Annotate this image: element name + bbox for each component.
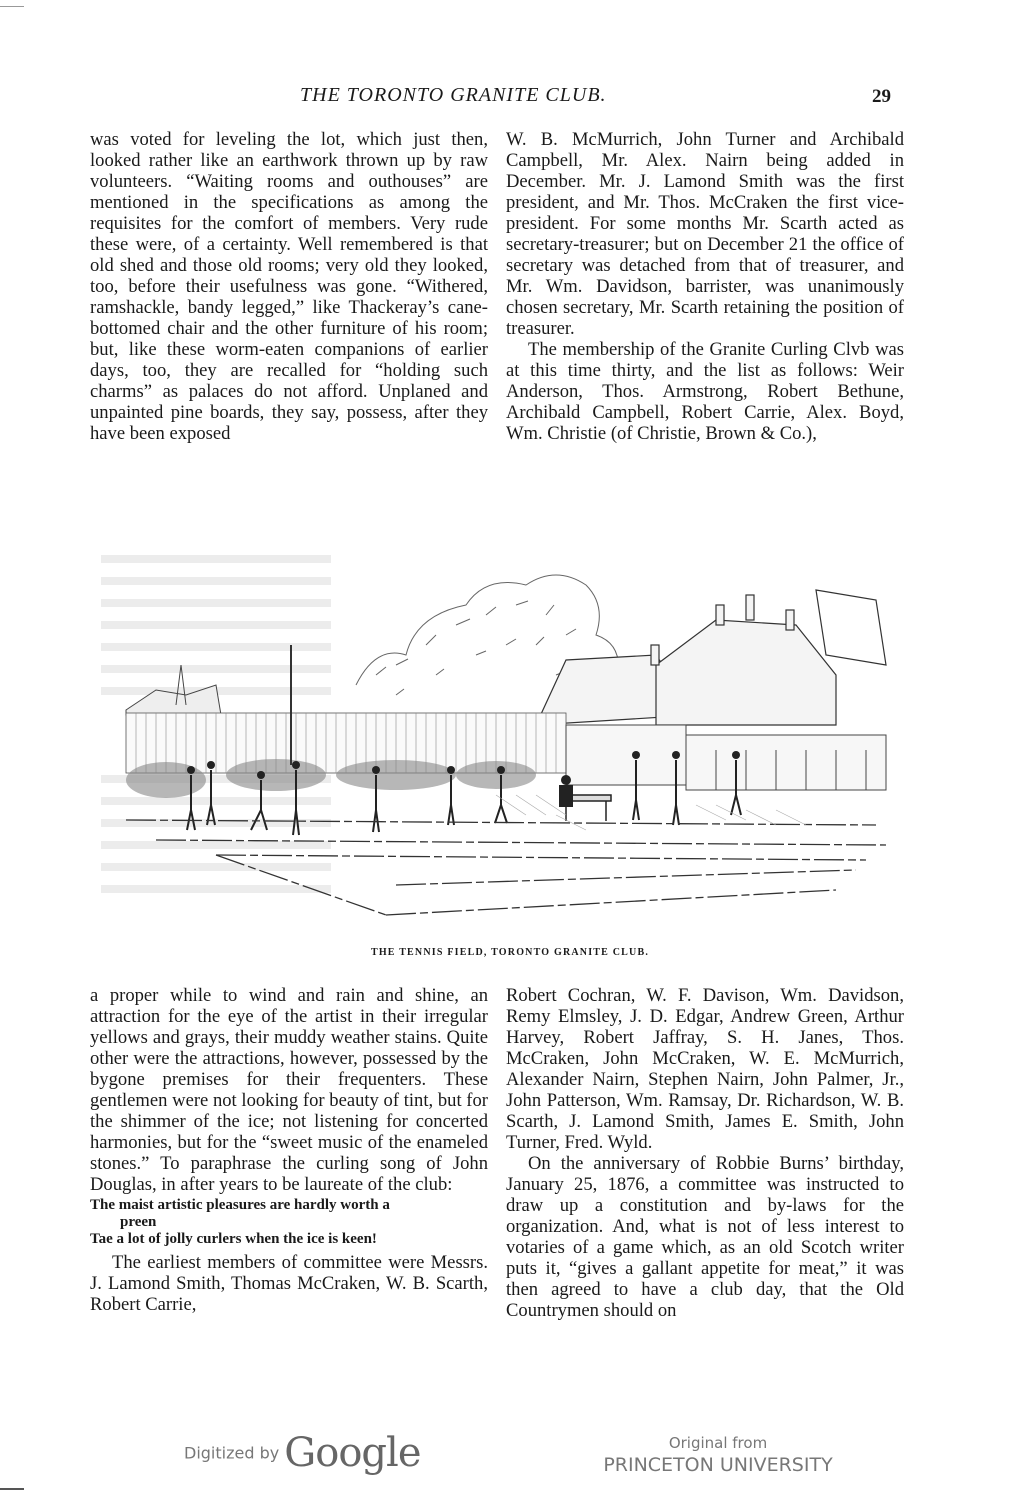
scan-edge-mark xyxy=(0,1488,24,1490)
university-label: PRINCETON UNIVERSITY xyxy=(603,1454,833,1476)
paragraph: On the anniversary of Robbie Burns’ birthday, January 25, 1876, a committee was instructed to draw up a constitution and by-laws for the organization. And, what is not of less interest to votaries of a game which, as an old Scotch writer puts it, “gives a gallant appetite for meat,” it was then agreed to have a club day, that the Old Countrymen should on xyxy=(506,1153,904,1321)
verse-quote xyxy=(90,1197,488,1248)
column-right-bottom xyxy=(506,985,904,1321)
paragraph: a proper while to wind and rain and shine, an attraction for the eye of the artist in their irregular yellows and grays, their muddy weather stains. Quite other were the attractions, however, possessed by the bygone premises for their frequenters. These gentlemen were not looking for beauty of tint, but for the shimmer of the ice; not listening for concerted harmonies, but for the “sweet music of the enameled stones.” To paraphrase the curling song of John Douglas, in after years to be laureate of the club: xyxy=(90,985,488,1195)
tennis-field-illustration xyxy=(96,525,921,925)
paragraph: was voted for leveling the lot, which just then, looked rather like an earthwork thrown up by raw volunteers. “Waiting rooms and outhouses” are mentioned in the specifications as among the requisites for the comfort of members. Very rude these were, of a certainty. Well remembered is that old shed and those old rooms; very old they looked, too, before their usefulness was gone. “Withered, ramshackle, bandy legged,” like Thackeray’s cane-bottomed chair and the other furniture of his room; but, like these worm-eaten companions of earlier days, too, they are recalled for “holding such charms” as palaces do not afford. Unplaned and unpainted pine boards, they say, possess, after they have been exposed xyxy=(90,129,488,444)
scan-edge-mark xyxy=(0,6,24,7)
paragraph: W. B. McMurrich, John Turner and Archibald Campbell, Mr. Alex. Nairn being added in December. Mr. J. Lamond Smith was the first president, and Mr. Thos. McCraken the first vice-president. For some months Mr. Scarth acted as secretary-treasurer; but on December 21 the office of secretary was detached from that of treasurer, and Mr. Wm. Davidson, barrister, was unanimously chosen secretary, Mr. Scarth retaining the position of treasurer. xyxy=(506,129,904,339)
verse-line-continuation: preen xyxy=(120,1214,157,1230)
running-title: THE TORONTO GRANITE CLUB. xyxy=(300,84,607,106)
paragraph: The membership of the Granite Curling Clvb was at this time thirty, and the list as follows: Weir Anderson, Thos. Armstrong, Robert Bethune, Archibald Campbell, Robert Carrie, Alex. Boyd, Wm. Christie (of Christie, Brown & Co.), xyxy=(506,339,904,444)
paragraph: The earliest members of committee were Messrs. J. Lamond Smith, Thomas McCraken, W. B. Scarth, Robert Carrie, xyxy=(90,1252,488,1315)
column-left-bottom xyxy=(90,985,488,1315)
digitized-by-label: Digitized by xyxy=(184,1443,280,1463)
verse-line: The maist artistic pleasures are hardly worth a xyxy=(90,1197,390,1213)
verse-line: Tae a lot of jolly curlers when the ice is keen! xyxy=(90,1231,377,1247)
original-from-watermark xyxy=(600,1434,836,1476)
page-number: 29 xyxy=(872,86,891,107)
column-left-top xyxy=(90,129,488,444)
column-right-top xyxy=(506,129,904,444)
original-from-label: Original from xyxy=(668,1434,768,1452)
paragraph: Robert Cochran, W. F. Davison, Wm. Davidson, Remy Elmsley, J. D. Edgar, Andrew Green, Arthur Harvey, Robert Jaffray, S. H. Janes, Thos. McCraken, John McCraken, W. E. McMurrich, Alexander Nairn, Stephen Nairn, John Palmer, Jr., John Patterson, Wm. Ramsay, Dr. Richardson, W. B. Scarth, J. Lamond Smith, James E. Smith, John Turner, Fred. Wyld. xyxy=(506,985,904,1153)
figure-caption: THE TENNIS FIELD, TORONTO GRANITE CLUB. xyxy=(370,947,650,958)
page-header xyxy=(0,84,1020,114)
digitized-by-watermark xyxy=(184,1430,420,1476)
engraving-image xyxy=(96,525,921,925)
google-logo: Google xyxy=(284,1430,421,1476)
